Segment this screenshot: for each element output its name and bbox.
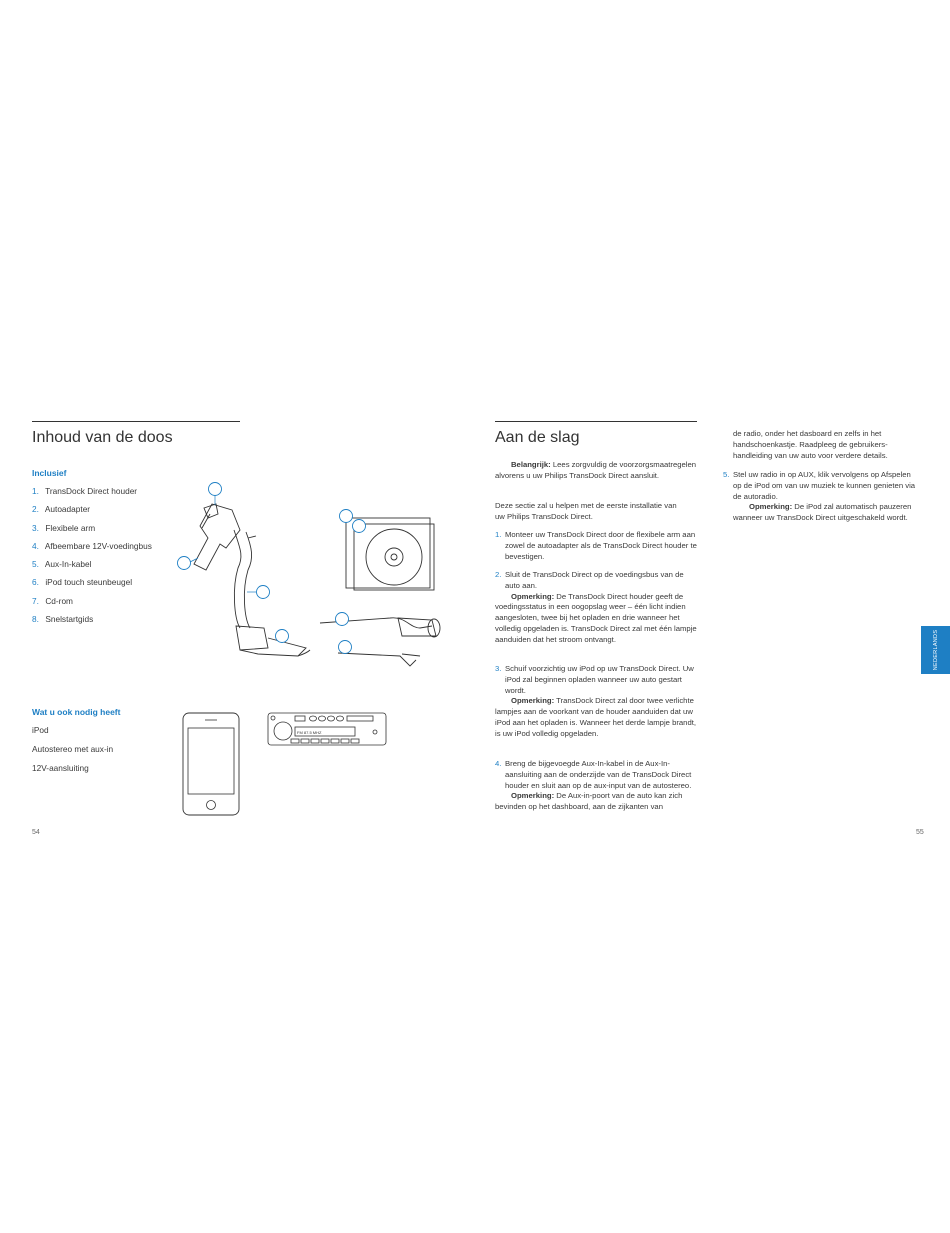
left-title-rule	[32, 421, 240, 422]
callout-8	[353, 520, 366, 533]
callout-2	[276, 630, 289, 643]
need-heading: Wat u ook nodig heeft	[32, 707, 121, 717]
step-1: 1. Monteer uw TransDock Direct door de flexibele arm aan zowel de autoadapter als de TransDock Direct houder te bevestigen.	[495, 530, 697, 561]
need-list	[32, 725, 113, 782]
list-item: 3. Flexibele arm	[32, 522, 96, 533]
right-title-rule	[495, 421, 697, 422]
list-item: 7. Cd-rom	[32, 595, 73, 606]
page-title-right: Aan de slag	[495, 429, 580, 446]
callout-7	[340, 510, 353, 523]
callout-3	[257, 586, 270, 599]
language-tab: NEDERLANDS	[921, 626, 950, 674]
list-item: 2. Autoadapter	[32, 504, 91, 515]
list-item: 8. Snelstartgids	[32, 614, 94, 625]
callout-4	[336, 613, 349, 626]
list-item: 5. Aux-In-kabel	[32, 559, 92, 570]
included-heading: Inclusief	[32, 468, 67, 478]
important-label: Belangrijk:	[511, 460, 551, 469]
important-notice: Belangrijk: Lees zorgvuldig de voorzorgsmaatregelen alvorens u uw Philips TransDock Direct aansluit.	[495, 460, 697, 480]
intro-text: Deze sectie zal u helpen met de eerste installatie van uw Philips TransDock Direct.	[495, 501, 677, 521]
list-item: 6. iPod touch steunbeugel	[32, 577, 133, 588]
continued-text: de radio, onder het dasboard en zelfs in het handschoenkastje. Raadpleeg de gebruikers-handleiding van uw auto voor verdere details.	[733, 429, 888, 460]
car-stereo-illustration	[267, 712, 389, 748]
list-item: iPod	[32, 725, 49, 735]
included-list	[32, 486, 152, 632]
list-item: 4. Afbeembare 12V-voedingbus	[32, 540, 152, 551]
callout-6	[339, 641, 352, 654]
list-item: 12V-aansluiting	[32, 763, 89, 773]
list-item: Autostereo met aux-in	[32, 744, 114, 754]
step-3: 3. Schuif voorzichtig uw iPod op uw TransDock Direct. Uw iPod zal beginnen opladen wanneer uw auto gestart wordt. Opmerking: TransDock Direct zal door twee verlichte lampjes aan de voorkant van de houder aanduiden dat uw iPod aan het opladen is. Wanneer het derde lampje brandt, is uw iPod volledig opgeladen.	[495, 664, 697, 738]
product-illustration	[170, 478, 450, 668]
list-item: 1. TransDock Direct houder	[32, 486, 138, 496]
page-title-left: Inhoud van de doos	[32, 429, 173, 446]
step-5: 5. Stel uw radio in op AUX, klik vervolgens op Afspelen op de iPod om van uw muziek te kunnen genieten via de autoradio. Opmerking: De iPod zal automatisch pauzeren wanneer uw TransDock Direct uitgeschakeld wordt.	[723, 470, 916, 523]
step-2: 2. Sluit de TransDock Direct op de voedingsbus van de auto aan. Opmerking: De TransDock Direct houder geeft de voedingsstatus in een oogopslag weer – één licht indien aangesloten, twee bij het opladen en drie wanneer het volledig opgeladen is. TransDock Direct zal met één lampje aanduiden dat het stroom ontvangt.	[495, 570, 697, 644]
callout-5	[178, 557, 191, 570]
page-number-left: 54	[32, 829, 40, 836]
stereo-display-text: FM 87.5 MHZ	[297, 730, 322, 735]
ipod-illustration	[182, 712, 242, 818]
page-number-right: 55	[916, 829, 924, 836]
step-4: 4. Breng de bijgevoegde Aux-In-kabel in de Aux-In-aansluiting aan de onderzijde van de TransDock Direct houder en sluit aan op de aux-input van de autostereo. Opmerking: De Aux-in-poort van de auto kan zich bevinden op het dashboard, aan de zijkanten van	[495, 759, 692, 812]
callout-1	[209, 483, 222, 496]
